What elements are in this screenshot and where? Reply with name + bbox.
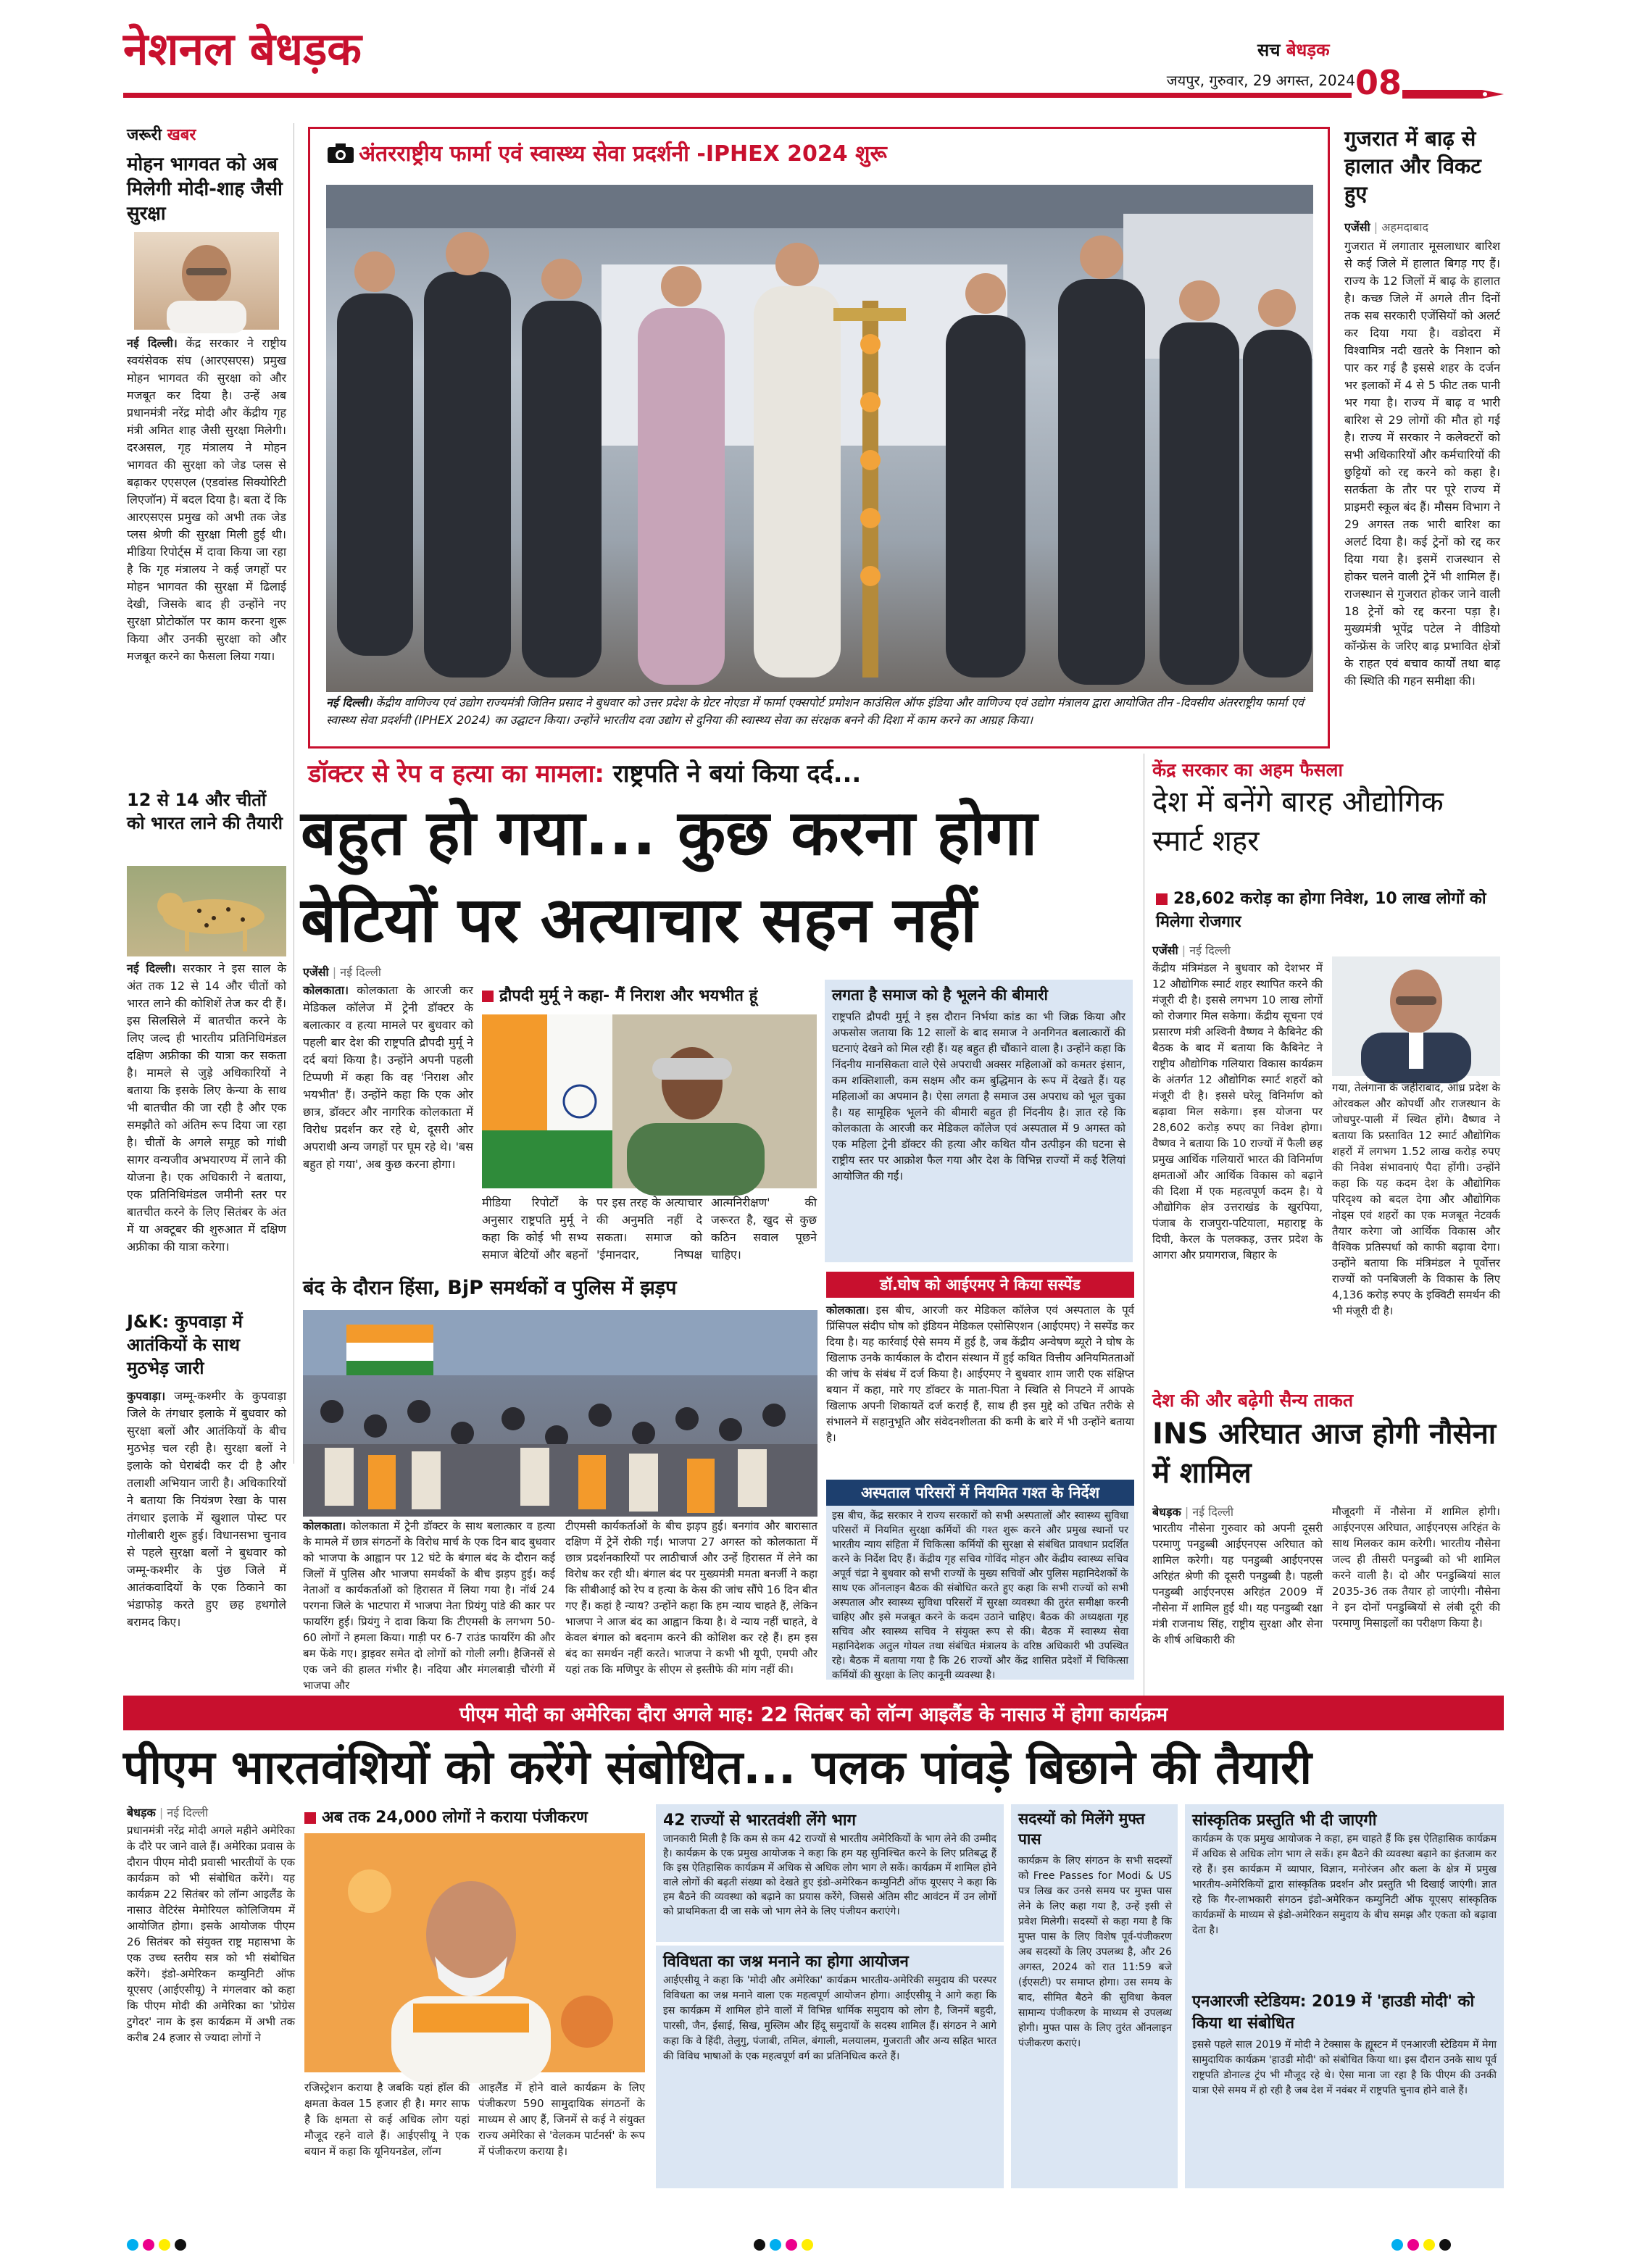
- issue-date: जयपुर, गुरुवार, 29 अगस्त, 2024: [1166, 72, 1355, 89]
- pm-box-4-title: सांस्कृतिक प्रस्तुति भी दी जाएगी: [1192, 1812, 1377, 1830]
- ima-body: [826, 1302, 1134, 1480]
- page-number: 08: [1355, 63, 1402, 102]
- gujarat-byline-place: अहमदाबाद: [1381, 220, 1428, 234]
- story2-headline: 12 से 14 और चीतों को भारत लाने की तैयारी: [127, 790, 283, 833]
- doctor-headline-2: बेटियों पर अत्याचार सहन नहीं: [301, 884, 977, 956]
- doctor-byline-sep: |: [332, 965, 337, 979]
- pm-box-1: [656, 1804, 1004, 1942]
- ins-body-right: मौजूदगी में नौसेना में शामिल होगी। आईएनएस अरिघात, आईएनएस अरिहंत के साथ मिलकर काम करेगी। भारतीय नौसेना जल्द ही तीसरी पनडुब्बी को भी शामिल करने वाली है। दो और पनडुब्बियां साल 2035-36 तक तैयार हो जाएंगी। नौसेना ने इन दोनों पनडुब्बियों से लंबी दूरी की परमाणु मिसाइलों का परीक्षण किया है।: [1332, 1505, 1500, 1630]
- bandh-dateline: कोलकाता।: [303, 1519, 346, 1533]
- pm-byline-agency: बेधड़क: [127, 1806, 156, 1819]
- gujarat-byline: [1344, 219, 1500, 235]
- registration-marks-center: [754, 2239, 899, 2255]
- pm-box-3-body: कार्यक्रम के लिए संगठन के सभी सदस्यों को Free Passes for Modi & US पत्र लिख कर उनसे समय पर मुफ्त पास लेने के लिए कहा गया है, उन्हें इसी से प्रवेश मिलेगी। सदस्यों से कहा गया है कि मुफ्त पास के लिए विशेष पूर्व-पंजीकरण अब सदस्यों के लिए उपलब्ध है, और 26 अगस्त, 2024 को रात 11:59 बजे (ईएसटी) पर समाप्त होगा। उस समय के बाद, सीमित बैठने की सुविधा केवल सामान्य पंजीकरण के माध्यम से उपलब्ध होगी। मुफ्त पास के लिए तुरंत ऑनलाइन पंजीकरण कराएं।: [1018, 1855, 1172, 2049]
- smart-city-headline: देश में बनेंगे बारह औद्योगिक स्मार्ट शहर: [1152, 785, 1444, 858]
- bandh-body-col2: टीएमसी कार्यकर्ताओं के बीच झड़प हुई। बनगांव और बारासात दक्षिण में ट्रेनें रोकी गईं। भाजपा 27 अगस्त को कोलकाता में छात्र प्रदर्शनकारियों पर लाठीचार्ज और उन्हें हिरासत में लेने का विरोध कर रही थी। बंगाल बंद पर मुख्यमंत्री ममता बनर्जी ने कहा कि सीबीआई को रेप व हत्या के केस की जांच सौंपे 16 दिन बीत गए हैं। कहां है न्याय? उन्होंने कहा कि हम न्याय चाहते हैं, लेकिन भाजपा ने आज बंद का आह्वान किया है। वे न्याय नहीं चाहते, वे केवल बंगाल को बदनाम करने की कोशिश कर रहे हैं। हम इस बंद का समर्थन नहीं करते। भाजपा ने कभी भी यूपी, एमपी और यहां तक कि मणिपुर के सीएम से इस्तीफे की मांग नहीं की।: [565, 1519, 817, 1676]
- pm-banner: [123, 1696, 1504, 1730]
- left-column: [127, 123, 286, 1761]
- ins-byline-place: नई दिल्ली: [1192, 1505, 1234, 1519]
- ins-body-left: भारतीय नौसेना गुरुवार को अपनी दूसरी परमाणु पनडुब्बी आईएनएस अरिघात को शामिल करेगी। यह पनडुब्बी आईएनएस अरिहंत श्रेणी की दूसरी पनडुब्बी है। पहली पनडुब्बी आईएनएस अरिहंत 2009 में नौसेना में शामिल हुई थी। यह पनडुब्बी रक्षा मंत्री राजनाथ सिंह, राष्ट्रीय सुरक्षा और सेना के शीर्ष अधिकारी की: [1152, 1522, 1323, 1646]
- doctor-dateline: कोलकाता।: [303, 983, 349, 997]
- bullet-square-icon-3: [304, 1812, 316, 1824]
- smart-city-subhead-text: 28,602 करोड़ का होगा निवेश, 10 लाख लोगों को मिलेगा रोजगार: [1156, 890, 1486, 931]
- pm-byline: [127, 1804, 208, 1820]
- pm-box-5-body: इससे पहले साल 2019 में मोदी ने टेक्सास के ह्यूस्टन में एनआरजी स्टेडियम में मेगा सामुदायिक कार्यक्रम 'हाउडी मोदी' को संबोधित किया था। इस दौरान उनके साथ पूर्व राष्ट्रपति डोनाल्ड ट्रंप भी मौजूद रहे थे। ऐसा माना जा रहा है कि पीएम की उनकी यात्रा ऐसे समय में हो रही है जब देश में नवंबर में राष्ट्रपति चुनाव होने वाले हैं।: [1192, 2039, 1497, 2096]
- pm-box-2-body: आईएसीयू ने कहा कि 'मोदी और अमेरिका' कार्यक्रम भारतीय-अमेरिकी समुदाय की परस्पर विविधता का जश्न मनाने वाला एक महत्वपूर्ण आयोजन होगा। आईएसीयू ने आगे कहा कि इस कार्यक्रम में शामिल होने वालों में विभिन्न धार्मिक समुदाय को लोग है, जिनमें बहुदी, पारसी, जैन, ईसाई, सिख, मुस्लिम और हिंदू समुदायों के सदस्य शामिल हैं। संगठन ने आगे कहा कि वे हिंदी, तेलुगु, पंजाबी, तमिल, बंगाली, मलयालम, गुजराती और अन्य सहित भारत की विविध भाषाओं के एक महत्वपूर्ण वर्ग का प्रतिनिधित्व करते हैं।: [663, 1975, 996, 2062]
- doctor-kicker-black: राष्ट्रपति ने बयां किया दर्द...: [612, 759, 862, 788]
- bandh-protest-photo: [303, 1310, 817, 1517]
- doctor-quote-label: [482, 984, 815, 1006]
- smart-city-body-left: केंद्रीय मंत्रिमंडल ने बुधवार को देशभर में 12 औद्योगिक स्मार्ट शहर स्थापित करने की मंजूरी दी है। इससे लगभग 10 लाख लोगों को रोजगार मिल सकेगा। केंद्रीय सूचना एवं प्रसारण मंत्री अश्विनी वैष्णव ने कैबिनेट की बैठक के बाद में बताया कि कैबिनेट ने राष्ट्रीय औद्योगिक गलियारा विकास कार्यक्रम के अंतर्गत 12 औद्योगिक स्मार्ट शहरों को मंजूरी दी है। इससे घरेलू विनिर्माण को बढ़ावा मिल सकेगा। इस योजना पर 28,602 करोड़ रुपए का निवेश होगा। वैष्णव ने बताया कि 10 राज्यों में फैली छह प्रमुख आर्थिक गलियारों भारत की विनिर्माण क्षमताओं और आर्थिक विकास को बढ़ाने की दिशा में एक महत्वपूर्ण कदम है। ये औद्योगिक क्षेत्र उत्तराखंड के खुरपिया, पंजाब के राजपुरा-पटियाला, महाराष्ट्र के दिघी, केरल के पलक्कड़, उत्तर प्रदेश के आगरा और प्रयागराज, बिहार के: [1152, 962, 1323, 1262]
- bandh-text-1: कोलकाता में ट्रेनी डॉक्टर के साथ बलात्कार व हत्या के मामले में छात्र संगठनों के विरोध मार्च के एक दिन बाद बुधवार को भाजपा के आह्वान पर 12 घंटे के बंगाल बंद के दौरान कई जिलों में पुलिस और भाजपा समर्थकों के बीच झड़प हुई। कई नेताओं व कार्यकर्ताओं को हिरासत में लिया गया है। नॉर्थ 24 परगना जिले के भाटपारा में भाजपा नेता प्रियंगु पांडे की कार पर फायरिंग हुई। प्रियंगु ने दावा किया कि टीएमसी के लगभग 50-60 लोगों ने हमला किया। गाड़ी पर 6-7 राउंड फायरिंग की और बम फेंके गए। ड्राइवर समेत दो लोगों को गोली लगी। हैजिनसें से एक जने की हालत गंभीर है। नदिया और मंगलबाड़ी चौरंगी में भाजपा और: [303, 1519, 555, 1692]
- pm-byline-place: नई दिल्ली: [167, 1806, 209, 1819]
- pm-box-4-body: कार्यक्रम के एक प्रमुख आयोजक ने कहा, हम चाहते हैं कि इस ऐतिहासिक कार्यक्रम में अधिक से अधिक लोग भाग ले सकें। हम बैठने की व्यवस्था बढ़ाने का इंतजाम कर रहे हैं। इस कार्यक्रम में व्यापार, विज्ञान, मनोरंजन और कला के क्षेत्र में प्रमुख भारतीय-अमेरिकियों द्वारा सांस्कृतिक प्रदर्शन और प्रस्तुति भी दिखाई जाएंगी। ज्ञात रहे कि गैर-लाभकारी संगठन इंडो-अमेरिकन कम्युनिटी ऑफ यूएसए सांस्कृतिक कार्यक्रमों के माध्यम से इंडो-अमेरिकन समुदाय के बीच समझ और एकता को बढ़ावा देता है।: [1192, 1833, 1497, 1936]
- mohan-bhagwat-photo: [134, 232, 279, 330]
- pm-box-2-title: विविधता का जश्न मनाने का होगा आयोजन: [663, 1953, 909, 1971]
- pm-body-col2: रजिस्ट्रेशन कराया है जबकि यहां हॉल की क्षमता केवल 15 हजार ही है। मगर साफ है कि क्षमता से कई अधिक लोग यहां मौजूद रहने वाले हैं। आईएसीयू ने एक बयान में कहा कि यूनियनडेल, लॉन्ग: [304, 2081, 470, 2158]
- doctor-byline: [303, 964, 381, 980]
- registration-marks-right: [1391, 2239, 1536, 2255]
- gujarat-body: गुजरात में लगातार मूसलाधार बारिश से कई जिले में हालात बिगड़ गए हैं। राज्य के 12 जिलों में बाढ़ के हालात है। कच्छ जिले में अगले तीन दिनों तक सब सरकारी एजेंसियों को अलर्ट कर दिया गया है। वडोदरा में विश्वामित्र नदी खतरे के निशान को पार कर गई है इससे शहर के दर्जन भर इलाकों में 4 से 5 फीट तक पानी भर गया है। राज्य में बाढ़ व भारी बारिश से 29 लोगों की मौत हो गई है। राज्य में सरकार ने कलेक्टरों को सभी अधिकारियों और कर्मचारियों की छुट्टियों को रद्द करने को कहा है। सतर्कता के तौर पर पूरे राज्य में प्राइमरी स्कूल बंद हैं। मौसम विभाग ने 29 अगस्त तक भारी बारिश का अलर्ट दिया है। कई ट्रेनों को रद्द कर दिया गया है। इसमें राजस्थान से होकर चलने वाली ट्रेनें भी शामिल हैं। राजस्थान से गुजरात होकर जाने वाली 18 ट्रेनों को रद्द करना पड़ा है। मुख्यमंत्री भूपेंद्र पटेल ने वीडियो कॉन्फ्रेंस के जरिए बाढ़ प्रभावित क्षेत्रों के राहत एवं बचाव कार्यों तथा बाढ़ की स्थिति की गहन समीक्षा की।: [1344, 239, 1500, 688]
- pm-reg-text: अब तक 24,000 लोगों ने कराया पंजीकरण: [322, 1809, 588, 1827]
- story3-headline: J&K: कुपवाड़ा में आतंकियों के साथ मुठभेड़ जारी: [127, 1312, 243, 1378]
- gujarat-byline-sep: |: [1373, 220, 1378, 234]
- story1-dateline: नई दिल्ली।: [127, 336, 178, 350]
- ins-headline: INS अरिघात आज होगी नौसेना में शामिल: [1152, 1417, 1497, 1490]
- smart-city-subhead: [1156, 888, 1500, 934]
- pm-box-5-title: एनआरजी स्टेडियम: 2019 में 'हाउडी मोदी' को किया था संबोधित: [1192, 1993, 1475, 2033]
- story3-text: जम्मू-कश्मीर के कुपवाड़ा जिले के तंगधार इलाके में बुधवार को सुरक्षा बलों और आतंकियों के बीच मुठभेड़ चल रही है। सुरक्षा बलों ने इलाके को घेराबंदी कर दी है और तलाशी अभियान जारी है। अधिकारियों ने बताया कि नियंत्रण रेखा के पास तंगधार इलाके में खुशाल पोस्ट पर गोलीबारी शुरू हुई। विधानसभा चुनाव से पहले सुरक्षा बलों ने बुधवार को जम्मू-कश्मीर के पुंछ जिले में आतंकवादियों के एक ठिकाने का भंडाफोड़ करते हुए छह हथगोले बरामद किए।: [127, 1389, 287, 1629]
- pm-box-1-body: जानकारी मिली है कि कम से कम 42 राज्यों से भारतीय अमेरिकियों के भाग लेने की उम्मीद है। कार्यक्रम के एक प्रमुख आयोजक ने कहा कि हम यह सुनिश्चित करने के लिए प्रतिबद्ध हैं कि इस ऐतिहासिक कार्यक्रम में अधिक से अधिक लोग भाग ले सकें। कार्यक्रम में शामिल होने वाले लोगों की बढ़ती संख्या को देखते हुए इंडो-अमेरिकन कम्युनिटी ऑफ यूएसए ने कहा कि हम बैठने की व्यवस्था को बढ़ाने का प्रयास करेंगे, जिससे अंतिम सीट आवंटन में उन लोगों को प्राथमिकता दी जा सके जो भाग लेने के लिए पंजीयन कराएंगे।: [663, 1833, 996, 1917]
- gujarat-headline: गुजरात में बाढ़ से हालात और विकट हुए: [1344, 126, 1481, 206]
- brand-prefix: सच: [1257, 40, 1281, 60]
- doctor-quote-text: द्रौपदी मुर्मू ने कहा- मैं निराश और भयभीत हूं: [499, 987, 758, 1005]
- pm-box-3: [1011, 1804, 1178, 2188]
- bullet-square-icon-2: [1156, 893, 1168, 905]
- pm-body-col2b: आइलैंड में होने वाले कार्यक्रम के लिए पंजीकरण 590 सामुदायिक संगठनों के माध्यम से आए हैं, जिनमें से कई ने संयुक्त राज्य अमेरिका से 'वेलकम पार्टनर्स' के रूप में पंजीकरण कराया है।: [478, 2081, 645, 2158]
- doctor-kicker-red: डॉक्टर से रेप व हत्या का मामला:: [308, 759, 604, 788]
- ins-byline-sep: |: [1184, 1505, 1189, 1519]
- hospital-body: इस बीच, केंद्र सरकार ने राज्य सरकारों को सभी अस्पतालों और स्वास्थ्य सुविधा परिसरों में नियमित सुरक्षा कर्मियों की गश्त शुरू करने और प्रमुख स्थानों पर भारतीय न्याय संहिता में चिकित्सा कर्मियों की सुरक्षा से संबंधित प्रावधान प्रदर्शित करने के निर्देश दिए हैं। केंद्रीय गृह सचिव गोविंद मोहन और केंद्रीय स्वास्थ्य सचिव अपूर्व चंद्रा ने बुधवार को सभी राज्यों के मुख्य सचिवों और पुलिस महानिदेशकों के साथ एक ऑनलाइन बैठक की संबोधित करते हुए कहा कि सभी राज्यों को सभी अस्पताल और स्वास्थ्य सुविधा परिसरों में सुरक्षा व्यवस्था की तुरंत समीक्षा करनी चाहिए और इसे मजबूत करने के कदम उठाने चाहिए। बैठक की अध्यक्षता गृह सचिव और स्वास्थ्य सचिव ने संयुक्त रूप से की। बैठक में स्वास्थ्य सेवा महानिदेशक अतुल गोयल तथा संबंधित मंत्रालय के वरिष्ठ अधिकारी भी उपस्थित रहे। बैठक में बताया गया है कि 26 राज्यों और केंद्र शासित प्रदेशों में चिकित्सा कर्मियों की सुरक्षा के लिए कानूनी व्यवस्था है।: [832, 1510, 1128, 1681]
- story3-body: [127, 1388, 286, 1634]
- hospital-title: अस्पताल परिसरों में नियमित गश्त के निर्देश: [860, 1484, 1099, 1501]
- hospital-box: [826, 1506, 1134, 1680]
- iphex-headline-row: [326, 138, 1312, 170]
- cheetah-photo: [127, 866, 286, 956]
- pm-box-2: [656, 1946, 1004, 2188]
- pen-nib-icon: [1402, 86, 1504, 103]
- ima-title-bar: [826, 1272, 1134, 1298]
- doctor-body-under-photo: मीडिया रिपोर्टों के अनुसार राष्ट्रपति मुर्मू ने कहा कि कोई भी सभ्य समाज बेटियों और बहनों पर इस तरह के अत्याचार की अनुमति नहीं दे सकता। समाज को 'ईमानदार, निष्पक्ष आत्मनिरीक्षण' की जरूरत है, खुद से कुछ कठिन सवाल पूछने चाहिए।: [482, 1196, 817, 1262]
- brand-suffix: बेधड़क: [1286, 40, 1330, 60]
- story1-text: केंद्र सरकार ने राष्ट्रीय स्वयंसेवक संघ (आरएसएस) प्रमुख मोहन भागवत की सुरक्षा को और मजबूत कर दिया है। उन्हें अब प्रधानमंत्री नरेंद्र मोदी और केंद्रीय गृह मंत्री अमित शाह जैसी सुरक्षा मिलेगी। दरअसल, गृह मंत्रालय ने मोहन भागवत की सुरक्षा को जेड प्लस से बढ़ाकर एएसएल (एडवांस्ड सिक्योरिटी लिएजॉन) में बदल दिया है। बता दें कि आरएसएस प्रमुख को अभी तक जेड प्लस श्रेणी की सुरक्षा मिली हुई थी। मीडिया रिपोर्ट्स में दावा किया जा रहा है कि गृह मंत्रालय ने कई जगहों पर मोहन भागवत की सुरक्षा में ढिलाई देखी, जिसके बाद ही उन्होंने नए सुरक्षा प्रोटोकॉल पर काम करना शुरू किया और उनकी सुरक्षा को और मजबूत करने का फैसला लिया गया।: [127, 336, 286, 663]
- ima-text: इस बीच, आरजी कर मेडिकल कॉलेज एवं अस्पताल के पूर्व प्रिंसिपल संदीप घोष को इंडियन मेडिकल एसोसिएशन (आईएमए) ने सस्पेंड कर दिया है। यह कार्रवाई ऐसे समय में हुई है, जब केंद्रीय अन्वेषण ब्यूरो ने घोष के खिलाफ उनके कार्यकाल के दौरान संस्थान में हुई कथित वित्तीय अनियमितताओं की जांच के संबंध में दर्ज किया है। आईएमए ने बुधवार शाम जारी एक संक्षिप्त बयान में कहा, मारे गए डॉक्टर के माता-पिता ने स्थिति से निपटने में आपके खिलाफ अपनी शिकायतें दर्ज कराई हैं, साथ ही इस मुद्दे को उचित तरीके से संभालने में सहानुभूति और संवेदनशीलता की कमी के बारे में भी उन्होंने बताया है।: [826, 1304, 1134, 1444]
- doctor-kicker: [308, 757, 1134, 791]
- hospital-title-bar: [826, 1480, 1134, 1506]
- pm-box-4: [1185, 1804, 1504, 2188]
- story2-text: सरकार ने इस साल के अंत तक 12 से 14 और चीतों को भारत लाने की कोशिशें तेज कर दी हैं। इस सिलसिले में बातचीत करने के लिए जल्द ही भारतीय प्रतिनिधिमंडल दक्षिण अफ्रीका की यात्रा कर सकता है। मामले से जुड़े अधिकारियों ने बताया कि इसके लिए केन्या के साथ भी बातचीत की जा रही है और एक समझौते को अंतिम रूप दिया जा रहा है। चीतों के अगले समूह को गांधी सागर वन्यजीव अभयारण्य में लाने की योजना है। एक अधिकारी ने बताया, एक प्रतिनिधिमंडल जमीनी स्तर पर बातचीत करने के लिए सितंबर के अंत में या अक्टूबर की शुरुआत में दक्षिण अफ्रीका की यात्रा करेगा।: [127, 962, 286, 1254]
- iphex-headline: अंतरराष्ट्रीय फार्मा एवं स्वास्थ्य सेवा प्रदर्शनी -IPHEX 2024 शुरू: [359, 141, 887, 167]
- ima-dateline: कोलकाता।: [826, 1304, 870, 1317]
- bandh-headline: बंद के दौरान हिंसा, BjP समर्थकों व पुलिस में झड़प: [303, 1277, 677, 1299]
- pm-box-3-title: सदस्यों को मिलेंगे मुफ्त पास: [1018, 1810, 1145, 1848]
- pm-headline: पीएम भारतवंशियों को करेंगे संबोधित... पलक पांवड़े बिछाने की तैयारी: [123, 1741, 1312, 1795]
- section-label-a: जरूरी: [127, 126, 162, 144]
- gujarat-byline-agency: एजेंसी: [1344, 220, 1370, 234]
- camera-icon: [326, 142, 355, 164]
- doctor-body-col1: [303, 982, 473, 1228]
- masthead-rule: [123, 93, 1352, 98]
- section-label-b: खबर: [167, 126, 196, 144]
- smart-city-kicker: केंद्र सरकार का अहम फैसला: [1152, 759, 1343, 780]
- pm-body-col1: प्रधानमंत्री नरेंद्र मोदी अगले महीने अमेरिका के दौरे पर जाने वाले हैं। अमेरिका प्रवास के दौरान पीएम मोदी प्रवासी भारतीयों के एक कार्यक्रम को भी संबोधित करेंगे। यह कार्यक्रम 22 सितंबर को लॉन्ग आइलैंड के नासाउ वेटिरंस मेमोरियल कोलिजियम में आयोजित होगा। इसके आयोजक पीएम 26 सितंबर को संयुक्त राष्ट्र महासभा के एक उच्च स्तरीय सत्र को भी संबोधित करेंगे। इंडो-अमेरिकन कम्युनिटी ऑफ यूएसए (आईएसीयू) ने मंगलवार को कहा कि पीएम मोदी की अमेरिका का 'प्रोग्रेस टुगेदर' नाम के इस कार्यक्रम में अभी तक करीब 24 हजार से ज्यादा लोगों ने: [127, 1824, 295, 2044]
- smart-city-byline-agency: एजेंसी: [1152, 943, 1178, 957]
- doctor-headline-1: बहुत हो गया... कुछ करना होगा: [301, 797, 1038, 870]
- iphex-caption-dateline: नई दिल्ली।: [326, 696, 373, 709]
- smart-city-body-right: गया, तेलंगाना के जहीराबाद, आंध्र प्रदेश के ओरवकल और कोपर्थी और राजस्थान के जोधपुर-पाली में स्थित होंगे। वैष्णव ने बताया कि प्रस्तावित 12 स्मार्ट औद्योगिक शहरों में लगभग 1.52 लाख करोड़ रुपए की निवेश संभावनाएं पैदा होंगी। उन्होंने कहा कि यह कदम देश के औद्योगिक परिदृश्य को बदल देगा और औद्योगिक नोड्स एवं शहरों का एक मजबूत नेटवर्क तैयार करेगा जो आर्थिक विकास और वैश्विक प्रतिस्पर्धा को काफी बढ़ावा देगा। उन्होंने बताया कि मंत्रिमंडल ने पूर्वोत्तर राज्यों को पनबिजली के विकास के लिए 4,136 करोड़ रुपए के इक्विटी समर्थन की भी मंजूरी दी है।: [1332, 1081, 1500, 1317]
- registration-marks-left: [127, 2239, 272, 2255]
- story2-dateline: नई दिल्ली।: [127, 962, 176, 975]
- smart-city-byline: [1152, 942, 1231, 958]
- ashwini-vaishnaw-photo: [1332, 956, 1500, 1076]
- iphex-photo: [326, 185, 1313, 692]
- story2-body: [127, 960, 286, 1308]
- society-box-body: राष्ट्रपति द्रौपदी मुर्मू ने इस दौरान निर्भया कांड का भी जिक्र किया और अफसोस जताया कि 12 सालों के बाद समाज ने अनगिनत बलात्कारों की घटनाएं देखने को मिल रही हैं। यह बहुत ही चौंकाने वाला है। उन्होंने कहा कि निंदनीय मानसिकता वाले ऐसे अपराधी अक्सर महिलाओं को कमतर इंसान, कम शक्तिशाली, कम सक्षम और कम बुद्धिमान के रूप में देखते हैं। यह महिलाओं का अपमान है। ऐसा लगता है समाज उस अपराध को भूल चुका है। यह सामूहिक भूलने की बीमारी बहुत ही निंदनीय है। ज्ञात रहे कि कोलकाता के आरजी कर मेडिकल कॉलेज एवं अस्पताल में 9 अगस्त को एक महिला ट्रेनी डॉक्टर की हत्या और कथित यौन उत्पीड़न की घटना से राष्ट्रीय स्तर पर आक्रोश फैल गया और देश के विभिन्न राज्यों में कई रैलियां आयोजित की गईं।: [832, 1010, 1125, 1183]
- section-label: [127, 123, 286, 149]
- smart-city-byline-place: नई दिल्ली: [1189, 943, 1231, 957]
- masthead-title: नेशनल बेधड़क: [123, 22, 362, 75]
- bandh-body-col1: [303, 1518, 555, 1692]
- doctor-byline-agency: एजेंसी: [303, 965, 329, 979]
- bullet-square-icon: [482, 991, 494, 1002]
- pm-box-1-title: 42 राज्यों से भारतवंशी लेंगे भाग: [663, 1812, 856, 1830]
- ima-title: डॉ.घोष को आईएमए ने किया सस्पेंड: [880, 1276, 1081, 1293]
- ins-byline: [1152, 1504, 1233, 1519]
- society-box-title: लगता है समाज को है भूलने की बीमारी: [832, 986, 1048, 1004]
- doctor-text-1: कोलकाता के आरजी कर मेडिकल कॉलेज में ट्रेनी डॉक्टर के बलात्कार व हत्या मामले पर बुधवार को पहली बार देश की राष्ट्रपति द्रौपदी मुर्मू ने दर्द बयां किया है। उन्होंने अपनी पहली टिप्पणी में कहा कि वह 'निराश और भयभीत' हैं। उन्होंने कहा कि एक ओर छात्र, डॉक्टर और नागरिक कोलकाता में विरोध प्रदर्शन कर रहे थे, दूसरी ओर अपराधी अन्य जगहों पर घूम रहे थे। 'बस बहुत हो गया', अब कुछ करना होगा।: [303, 983, 473, 1171]
- doctor-byline-place: नई दिल्ली: [340, 965, 381, 979]
- story3-dateline: कुपवाड़ा।: [127, 1389, 166, 1403]
- ins-byline-agency: बेधड़क: [1152, 1505, 1181, 1519]
- smart-city-byline-sep: |: [1181, 943, 1186, 957]
- pm-reg-label: [304, 1806, 652, 1827]
- president-murmu-photo: [482, 1014, 817, 1188]
- ins-kicker: देश की और बढ़ेगी सैन्य ताकत: [1152, 1390, 1354, 1411]
- pm-modi-photo: [304, 1833, 645, 2072]
- pm-banner-text: पीएम मोदी का अमेरिका दौरा अगले माह: 22 सितंबर को लॉन्ग आइलैंड के नासाउ में होगा कार्यक्रम: [459, 1704, 1168, 1726]
- pm-byline-sep: |: [159, 1806, 164, 1819]
- society-box: [825, 980, 1133, 1262]
- brand-line: [1257, 38, 1330, 62]
- iphex-caption-text: केंद्रीय वाणिज्य एवं उद्योग राज्यमंत्री जितिन प्रसाद ने बुधवार को उत्तर प्रदेश के ग्रेटर नोएडा में फार्मा एक्सपोर्ट प्रमोशन काउंसिल ऑफ इंडिया और वाणिज्य एवं उद्योग मंत्रालय द्वारा आयोजित तीन -दिवसीय अंतरराष्ट्रीय फार्मा एवं स्वास्थ्य सेवा प्रदर्शनी (IPHEX 2024) का उद्घाटन किया। उन्होंने भारतीय दवा उद्योग से दुनिया की स्वास्थ्य सेवा का संरक्षक बनने की दिशा में काम करने का आग्रह किया।: [326, 696, 1304, 727]
- masthead: [0, 0, 1627, 105]
- story1-headline: मोहन भागवत को अब मिलेगी मोदी-शाह जैसी सुरक्षा: [127, 154, 283, 225]
- iphex-caption: [326, 694, 1312, 729]
